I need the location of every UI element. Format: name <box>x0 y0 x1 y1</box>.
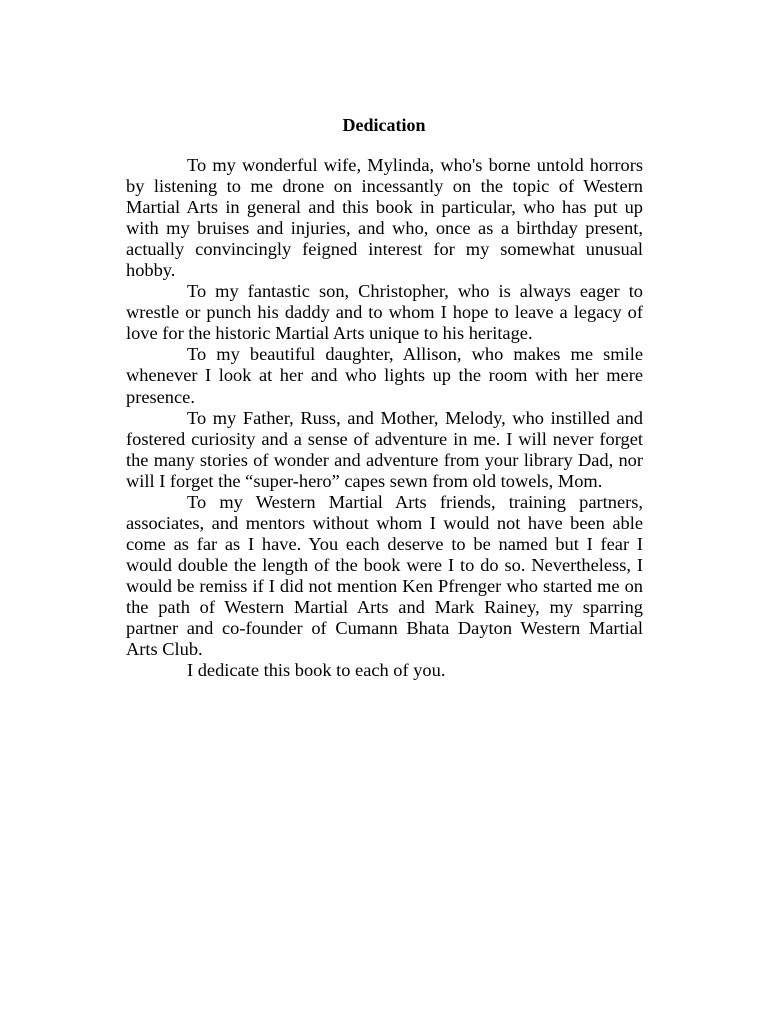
paragraph-parents: To my Father, Russ, and Mother, Melody, who instilled and fostered curiosity and a sense of adventure in me. I will never forget the many stories of wonder and adventure from your library Dad, nor will I forget the “super-hero” capes sewn from old towels, Mom. <box>126 407 643 491</box>
paragraph-friends: To my Western Martial Arts friends, training partners, associates, and mentors without whom I would not have been able come as far as I have. You each deserve to be named but I fear I would double the length of the book were I to do so. Nevertheless, I would be remiss if I did not mention Ken Pfrenger who started me on the path of Western Martial Arts and Mark Rainey, my sparring partner and co-founder of Cumann Bhata Dayton Western Martial Arts Club. <box>126 491 643 660</box>
paragraph-closing: I dedicate this book to each of you. <box>187 660 446 681</box>
paragraph-son: To my fantastic son, Christopher, who is always eager to wrestle or punch his daddy and to whom I hope to leave a legacy of love for the historic Martial Arts unique to his heritage. <box>126 281 643 344</box>
paragraph-wife: To my wonderful wife, Mylinda, who's borne untold horrors by listening to me drone on incessantly on the topic of Western Martial Arts in general and this book in particular, who has put up with my bruises and injuries, and who, once as a birthday present, actually convincingly feigned interest for my somewhat unusual hobby. <box>126 155 643 281</box>
page-title: Dedication <box>342 115 426 135</box>
dedication-body <box>126 155 643 681</box>
paragraph-daughter: To my beautiful daughter, Allison, who makes me smile whenever I look at her and who lights up the room with her mere presence. <box>126 344 643 407</box>
